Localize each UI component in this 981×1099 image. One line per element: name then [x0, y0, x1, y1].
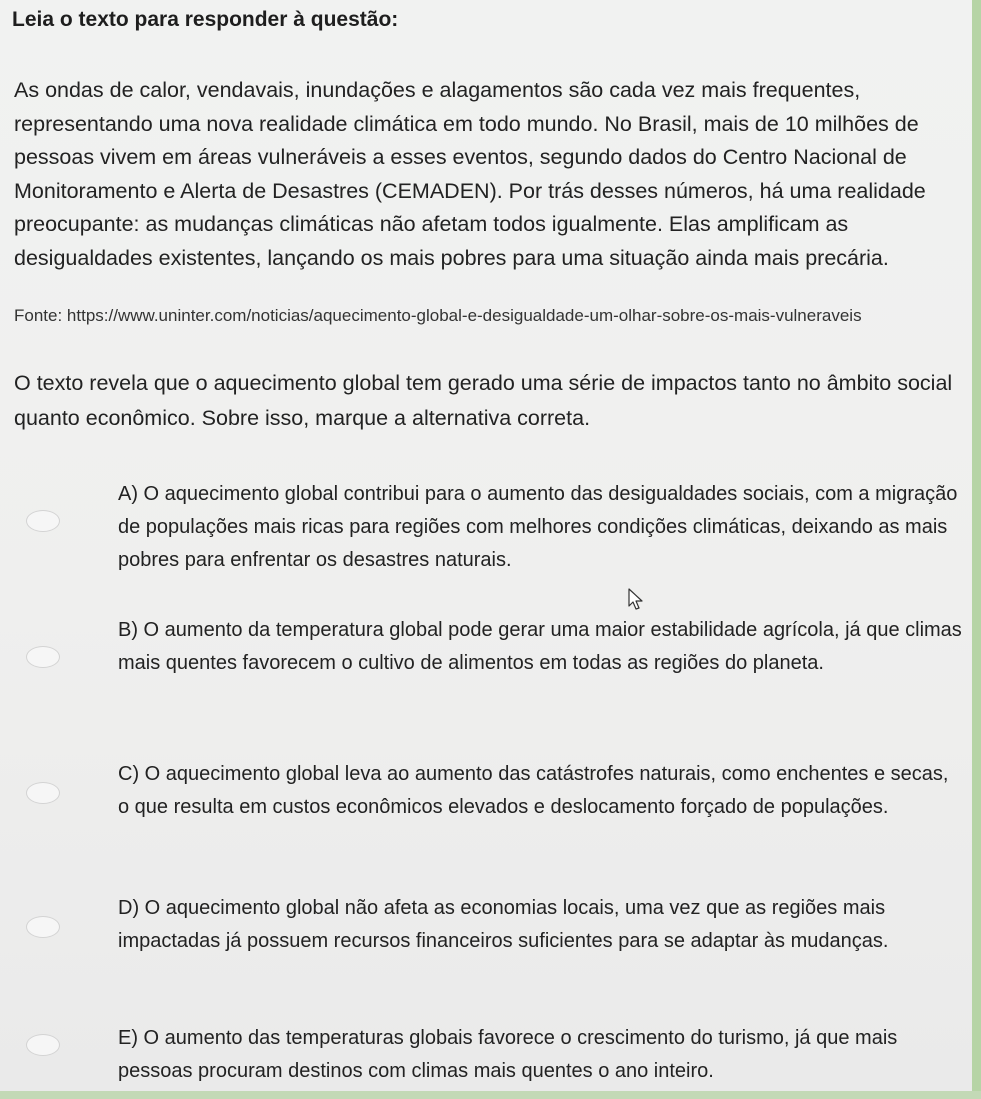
option-a-text: A) O aquecimento global contribui para o aumento das desigualdades sociais, com a migração de populações mais ricas para regiões com melhores condições climáticas, deixando as mais pobres para enfrentar os desastres naturais.: [118, 483, 958, 571]
option-c-text: C) O aquecimento global leva ao aumento das catástrofes naturais, como enchentes e secas, o que resulta em custos econômicos elevados e deslocamento forçado de populações.: [118, 763, 949, 818]
question-prompt: O texto revela que o aquecimento global tem gerado uma série de impactos tanto no âmbito social quanto econômico. Sobre isso, marque a alternativa correta.: [14, 371, 953, 430]
option-b-text: B) O aumento da temperatura global pode gerar uma maior estabilidade agrícola, já que climas mais quentes favorecem o cultivo de alimentos em todas as regiões do planeta.: [118, 619, 962, 674]
option-d-radio[interactable]: [26, 916, 60, 938]
source-citation: Fonte: https://www.uninter.com/noticias/aquecimento-global-e-desigualdade-um-olhar-sobre-os-mais-vulneraveis: [14, 306, 862, 325]
option-e-text: E) O aumento das temperaturas globais favorece o crescimento do turismo, já que mais pessoas procuram destinos com climas mais quentes o ano inteiro.: [118, 1027, 898, 1082]
mouse-pointer-icon: [628, 588, 644, 612]
option-c-radio[interactable]: [26, 782, 60, 804]
option-e-radio[interactable]: [26, 1034, 60, 1056]
bottom-edge-strip: [0, 1091, 981, 1099]
passage-text: As ondas de calor, vendavais, inundações e alagamentos são cada vez mais frequentes, representando uma nova realidade climática em todo mundo. No Brasil, mais de 10 milhões de pessoas vivem em áreas vulneráveis a esses eventos, segundo dados do Centro Nacional de Monitoramento e Alerta de Desastres (CEMADEN). Por trás desses números, há uma realidade preocupante: as mudanças climáticas não afetam todos igualmente. Elas amplificam as desigualdades existentes, lançando os mais pobres para uma situação ainda mais precária.: [14, 78, 926, 270]
option-b-radio[interactable]: [26, 646, 60, 668]
right-edge-bar: [972, 0, 981, 1099]
option-d-text: D) O aquecimento global não afeta as economias locais, uma vez que as regiões mais impactadas já possuem recursos financeiros suficientes para se adaptar às mudanças.: [118, 897, 889, 952]
option-a-radio[interactable]: [26, 510, 60, 532]
question-heading: Leia o texto para responder à questão:: [12, 8, 399, 31]
